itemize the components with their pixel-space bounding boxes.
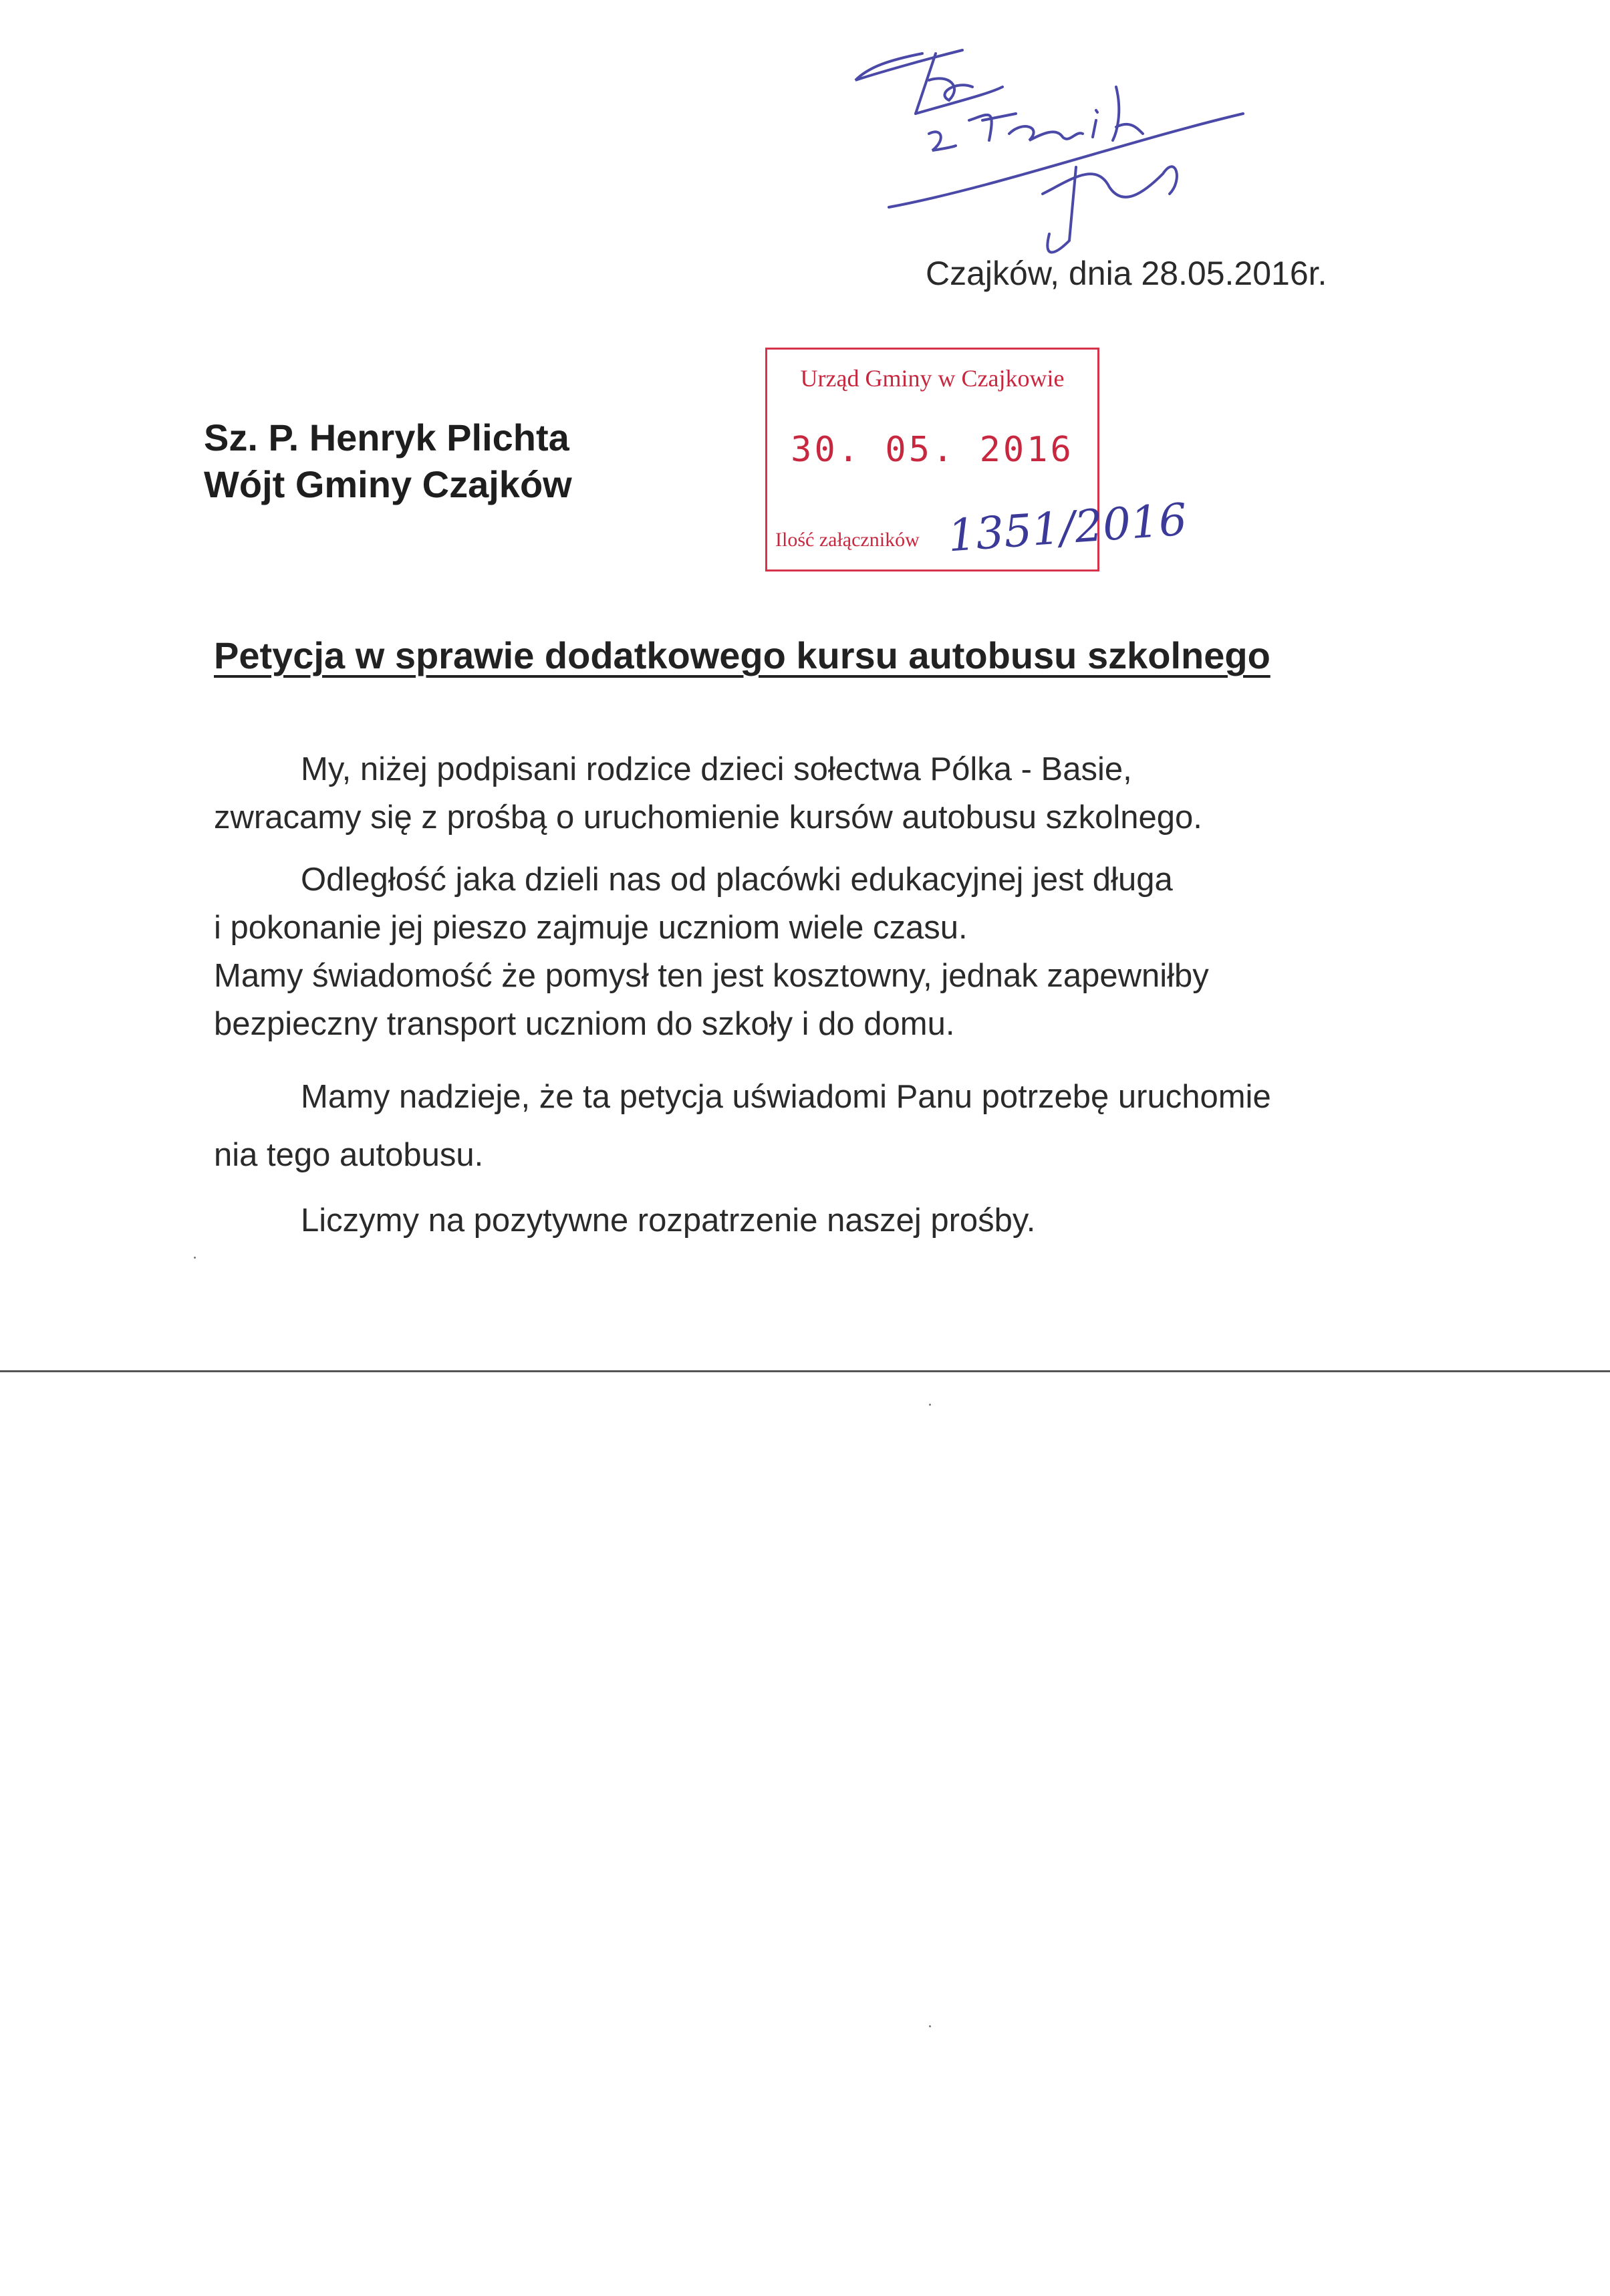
scan-speck	[929, 2025, 931, 2027]
stamp-office-name: Urząd Gminy w Czajkowie	[800, 365, 1065, 392]
paragraph-line: bezpieczny transport uczniom do szkoły i do domu.	[214, 1006, 955, 1042]
paragraph-line: nia tego autobusu.	[214, 1137, 484, 1173]
paragraph-line: Odległość jaka dzieli nas od placówki edukacyjnej jest długa	[301, 862, 1173, 898]
registry-stamp	[765, 348, 1189, 571]
scan-speck	[929, 1404, 931, 1406]
scan-speck	[194, 1257, 196, 1259]
paragraph-line: Liczymy na pozytywne rozpatrzenie naszej prośby.	[301, 1202, 1036, 1239]
paragraph-line: i pokonanie jej pieszo zajmuje uczniom wiele czasu.	[214, 910, 968, 946]
stamp-received-date: 30. 05. 2016	[791, 430, 1074, 470]
paragraph-line: zwracamy się z prośbą o uruchomienie kursów autobusu szkolnego.	[214, 799, 1202, 836]
paragraph-line: My, niżej podpisani rodzice dzieci sołectwa Pólka - Basie,	[301, 751, 1132, 787]
letter-date: Czajków, dnia 28.05.2016r.	[926, 255, 1327, 292]
paragraph-line: Mamy nadzieje, że ta petycja uświadomi Panu potrzebę uruchomie	[301, 1079, 1271, 1115]
handwritten-signature	[829, 20, 1256, 287]
stamp-reference-number: 1351/2016	[946, 493, 1189, 562]
stamp-attachments-label: Ilość załączników	[775, 529, 920, 551]
paragraph-line: Mamy świadomość że pomysł ten jest kosztowny, jednak zapewniłby	[214, 958, 1209, 994]
recipient-title: Wójt Gminy Czajków	[204, 463, 572, 505]
recipient-name: Sz. P. Henryk Plichta	[204, 416, 569, 459]
petition-title: Petycja w sprawie dodatkowego kursu autobusu szkolnego	[214, 634, 1270, 676]
page-divider	[0, 1370, 1610, 1372]
